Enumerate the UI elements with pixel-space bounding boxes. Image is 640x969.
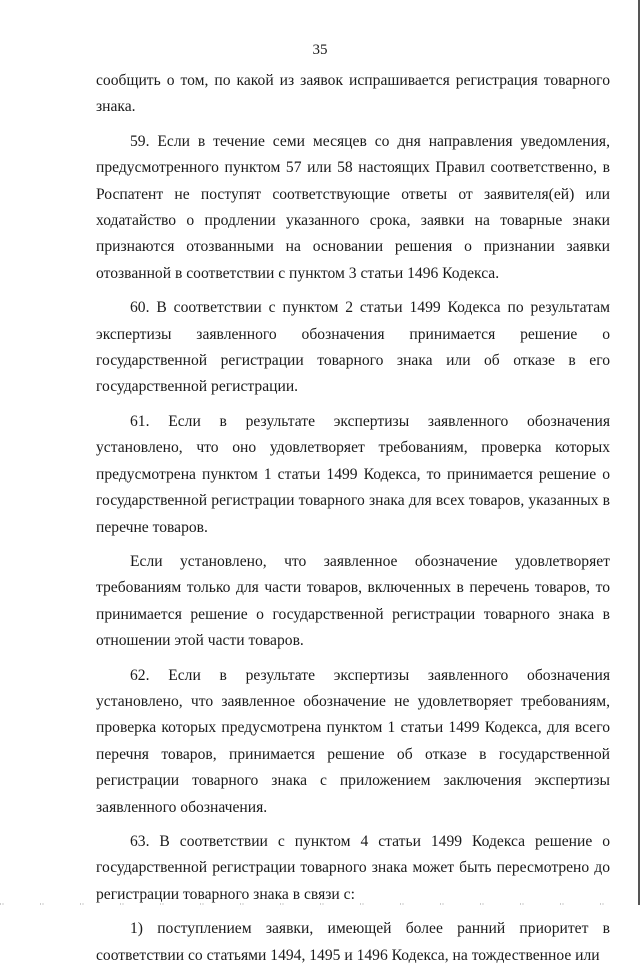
paragraph-63: 63. В соответствии с пунктом 4 статьи 1499 Кодекса решение о государственной регистрации товарного знака может быть пересмотрено до регистрации товарного знака в связи с: [96, 832, 610, 903]
paragraph-continuation: сообщить о том, по какой из заявок испрашивается регистрация товарного знака. [96, 72, 610, 116]
paragraph-62: 62. Если в результате экспертизы заявленного обозначения установлено, что заявленное обозначение не удовлетворяет требованиям, проверка которых предусмотрена пунктом 1 статьи 1499 Кодекса, для всего перечня товаров, принимается решение об отказе в государственной регистрации товарного знака с приложением заключения экспертизы заявленного обозначения. [96, 666, 610, 816]
paragraph-63-item-1: 1) поступлением заявки, имеющей более ранний приоритет в соответствии со статьями 1494, 1495 и 1496 Кодекса, на тождественное или [96, 920, 610, 964]
paragraph-61-part-2: Если установлено, что заявленное обозначение удовлетворяет требованиям только для части товаров, включенных в перечень товаров, то принимается решение о государственной регистрации товарного знака в отношении этой части товаров. [96, 552, 610, 650]
page-number: 35 [312, 42, 328, 58]
document-body [96, 68, 610, 969]
paragraph-61: 61. Если в результате экспертизы заявленного обозначения установлено, что оно удовлетворяет требованиям, проверка которых предусмотрена пунктом 1 статьи 1499 Кодекса, то принимается решение о государственной регистрации товарного знака для всех товаров, указанных в перечне товаров. [96, 412, 610, 536]
paragraph-59: 59. Если в течение семи месяцев со дня направления уведомления, предусмотренного пунктом 57 или 58 настоящих Правил соответственно, в Роспатент не поступят соответствующие ответы от заявителя(ей) или ходатайство о продлении указанного срока, заявки на товарные знаки признаются отозванными на основании решения о признании заявки отозванной в соответствии с пунктом 3 статьи 1496 Кодекса. [96, 132, 610, 282]
paragraph-60: 60. В соответствии с пунктом 2 статьи 1499 Кодекса по результатам экспертизы заявленного обозначения принимается решение о государственной регистрации товарного знака или об отказе в его государственной регистрации. [96, 299, 610, 396]
